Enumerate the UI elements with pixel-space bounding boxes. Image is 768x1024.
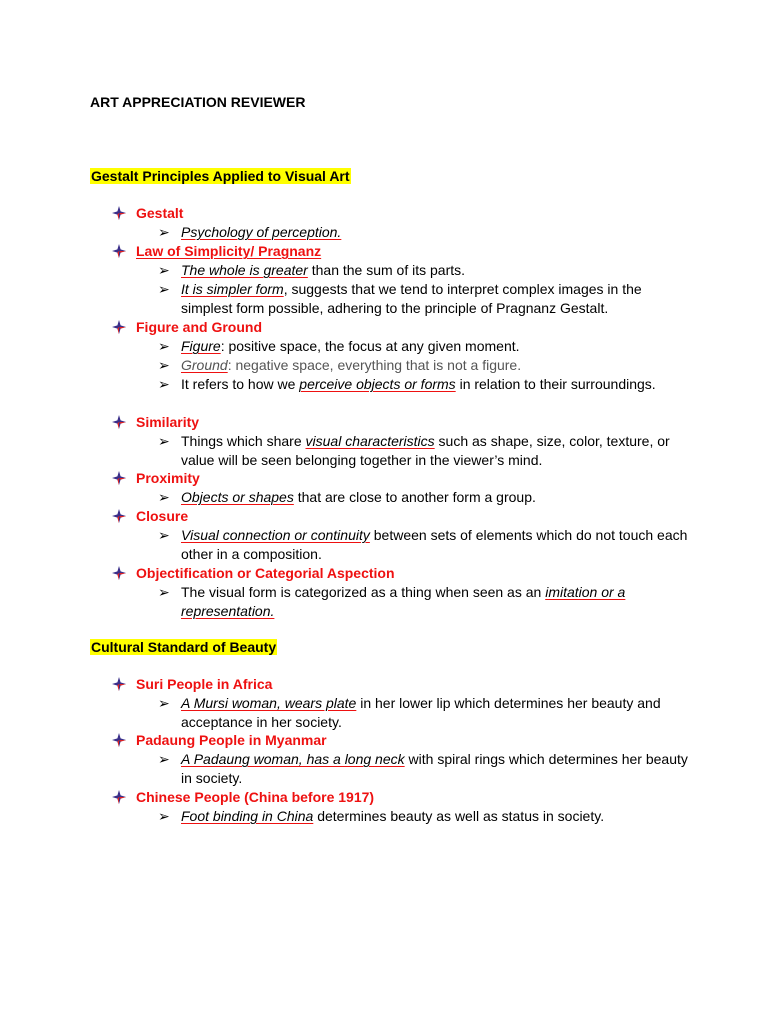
point-text: determines beauty as well as status in society.	[313, 808, 605, 824]
topic-label: Law of Simplicity/ Pragnanz	[136, 243, 322, 259]
sub-point	[158, 750, 688, 788]
arrowhead-bullet-icon: ➢	[158, 281, 170, 297]
four-point-star-bullet-icon	[110, 318, 136, 337]
page-title: ART APPRECIATION REVIEWER	[90, 94, 306, 110]
four-point-star-bullet-icon	[110, 413, 136, 432]
arrowhead-bullet-icon: ➢	[158, 584, 170, 600]
point-text: between sets of elements which do not touch each other in a composition.	[181, 527, 688, 562]
section-heading-text: Cultural Standard of Beauty	[91, 639, 277, 655]
emphasis-text: Figure	[181, 338, 221, 354]
arrowhead-bullet-icon: ➢	[158, 224, 170, 240]
sub-point	[158, 356, 688, 375]
sub-point	[158, 375, 688, 394]
topic-figure-and-ground	[110, 318, 262, 337]
sub-point	[158, 488, 688, 507]
topic-chinese-people	[110, 788, 374, 807]
topic-label: Proximity	[136, 470, 200, 486]
topic-label: Similarity	[136, 414, 200, 430]
sub-point	[158, 583, 688, 621]
point-text: The visual form is categorized as a thing when seen as an	[181, 584, 546, 600]
topic-label: Suri People in Africa	[136, 676, 273, 692]
sub-point	[158, 526, 688, 564]
point-text: such as shape, size, color, texture, or value will be seen belonging together in the viewer’s mind.	[181, 433, 670, 468]
section-heading-text: Gestalt Principles Applied to Visual Art	[91, 168, 350, 184]
arrowhead-bullet-icon: ➢	[158, 695, 170, 711]
emphasis-text: Visual connection or continuity	[181, 527, 370, 543]
sub-point	[158, 280, 688, 318]
section-heading-cultural-beauty	[90, 638, 277, 657]
emphasis-text: visual characteristics	[305, 433, 435, 449]
sub-point	[158, 223, 688, 242]
topic-label: Figure and Ground	[136, 319, 262, 335]
emphasis-text: Ground	[181, 357, 228, 373]
arrowhead-bullet-icon: ➢	[158, 527, 170, 543]
topic-gestalt	[110, 204, 183, 223]
topic-label: Gestalt	[136, 205, 184, 221]
sub-point	[158, 432, 688, 470]
four-point-star-bullet-icon	[110, 242, 136, 261]
topic-closure	[110, 507, 188, 526]
four-point-star-bullet-icon	[110, 675, 136, 694]
topic-similarity	[110, 413, 199, 432]
arrowhead-bullet-icon: ➢	[158, 808, 170, 824]
point-text: , suggests that we tend to interpret complex images in the simplest form possible, adhering to the principle of Pragnanz Gestalt.	[181, 281, 642, 316]
topic-label: Closure	[136, 508, 189, 524]
arrowhead-bullet-icon: ➢	[158, 489, 170, 505]
arrowhead-bullet-icon: ➢	[158, 376, 170, 392]
arrowhead-bullet-icon: ➢	[158, 433, 170, 449]
topic-label: Padaung People in Myanmar	[136, 732, 327, 748]
point-text: Things which share	[181, 433, 306, 449]
arrowhead-bullet-icon: ➢	[158, 751, 170, 767]
topic-suri-people	[110, 675, 272, 694]
topic-label: Objectification or Categorial Aspection	[136, 565, 395, 581]
topic-label: Chinese People (China before 1917)	[136, 789, 375, 805]
four-point-star-bullet-icon	[110, 788, 136, 807]
topic-padaung-people	[110, 731, 327, 750]
four-point-star-bullet-icon	[110, 204, 136, 223]
emphasis-text: perceive objects or forms	[299, 376, 456, 392]
emphasis-text: Objects or shapes	[181, 489, 294, 505]
arrowhead-bullet-icon: ➢	[158, 357, 170, 373]
sub-point	[158, 807, 688, 826]
emphasis-text: A Mursi woman, wears plate	[181, 695, 357, 711]
topic-proximity	[110, 469, 200, 488]
arrowhead-bullet-icon: ➢	[158, 262, 170, 278]
point-text: in her lower lip which determines her beauty and acceptance in her society.	[181, 695, 661, 730]
point-text: with spiral rings which determines her beauty in society.	[181, 751, 688, 786]
topic-objectification	[110, 564, 395, 583]
point-text: It refers to how we	[181, 376, 300, 392]
point-text: : positive space, the focus at any given moment.	[220, 338, 520, 354]
emphasis-text: A Padaung woman, has a long neck	[181, 751, 405, 767]
four-point-star-bullet-icon	[110, 507, 136, 526]
point-text: that are close to another form a group.	[293, 489, 536, 505]
four-point-star-bullet-icon	[110, 731, 136, 750]
four-point-star-bullet-icon	[110, 469, 136, 488]
point-text: : negative space, everything that is not a figure.	[227, 357, 522, 373]
emphasis-text: It is simpler form	[181, 281, 284, 297]
sub-point	[158, 261, 688, 280]
emphasis-text: Foot binding in China	[181, 808, 314, 824]
section-heading-gestalt	[90, 167, 351, 186]
arrowhead-bullet-icon: ➢	[158, 338, 170, 354]
emphasis-text: imitation or a representation.	[181, 584, 626, 619]
point-text: than the sum of its parts.	[307, 262, 466, 278]
sub-point	[158, 337, 688, 356]
topic-law-of-simplicity	[110, 242, 321, 261]
point-text: in relation to their surroundings.	[455, 376, 656, 392]
emphasis-text: The whole is greater	[181, 262, 308, 278]
emphasis-text: Psychology of perception.	[181, 224, 342, 240]
four-point-star-bullet-icon	[110, 564, 136, 583]
sub-point	[158, 694, 688, 732]
